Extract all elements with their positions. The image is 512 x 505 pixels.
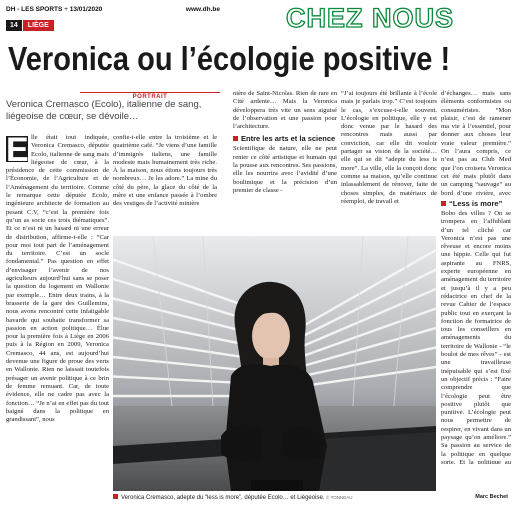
subhead-text: Entre les arts et la science xyxy=(241,134,336,144)
subhead-arts-science xyxy=(233,134,337,143)
section-bar xyxy=(6,20,220,31)
brand-label: DH - LES SPORTS xyxy=(6,6,63,13)
plus-sign: + xyxy=(64,6,68,13)
body-text-3b: Scientifique de nature, elle ne peut renier ce côté artistique et humain qui la pousse aux rencontres. Ses passions, elle les nourrira avec l’avidité d’une boulimique et la précision d’un premier de classe - xyxy=(233,145,337,194)
article-headline: Veronica ou l’écologie positive ! xyxy=(8,40,451,77)
body-text-3: nière de Saint-Nicolas. Rien de rare en Cité ardente… Mais la Veronica développera très vite un sens aiguisé de l’observation et une passion pour l’architecture. xyxy=(233,90,337,131)
body-column-6 xyxy=(441,196,511,464)
body-column-5 xyxy=(441,90,511,198)
site-url: www.dh.be xyxy=(185,6,220,13)
photo-caption xyxy=(113,491,436,504)
portrait-label: PORTRAIT xyxy=(80,92,220,101)
caption-text: Veronica Cremasco, adepte du “less is more”, députée Ecolo… et Liégeoise. xyxy=(121,495,325,501)
caption-credit: © TONNEAU xyxy=(326,495,353,500)
body-text-4: “J’ai toujours été brillante à l’école mais je parlais trop.” C’est toujours le cas, s’excuse-t-elle souvent. L’écologie en politique, elle y est donc venue par le hasard des rencontres mais aussi par conviction, car elle dit vouloir partager sa vision de la société… elle qui se dit “adepte du less is more”. La ville, elle la conçoit donc comme sa maison, qu’elle continue inlassablement de rénover, faite de choses simples, de matériaux de réemploi, de travail et xyxy=(341,90,437,205)
article-intro: Veronica Cremasco (Ecolo), italienne de sang, liégeoise de cœur, se dévoile… xyxy=(6,99,202,122)
body-text-5: d’échanges… mais sans éléments conformistes ou consuméristes. “Mon plaisir, c’est de ramener ma vie à l’essentiel, pour donner aux choses leur vraie valeur première.” On l’aura compris, ce n’est pas au Club Med que l’on croisera Veronica cet été mais plutôt dans un camping “sauvage” au bord d’une rivière, avec xyxy=(441,90,511,197)
author-credit: Marc Bechet xyxy=(475,494,508,500)
article-photo xyxy=(113,236,436,491)
square-bullet-icon xyxy=(113,494,118,499)
page-number: 14 xyxy=(6,20,22,31)
subhead-less-is-more xyxy=(441,199,511,208)
subhead-text: “Less is more” xyxy=(449,199,503,208)
body-text-6: Bobo des villes ? On se trompera en l’affublant d’un tel cliché car Veronica n’est pas une rêveuse et encore moins une hippie. Celle qui fut aspirante au FNRS, experte européenne en aménagement du territoire et jusqu’à il y a peu rédactrice en chef de la revue Cahier de l’espace public tout en exerçant la fonction de formatrice de tous les conseillers en aménagements du territoire de Wallonie - “le boulot de mes rêves” - est une travailleuse inépuisable qui s’est fixé un objectif précis : “Faire comprendre que l’écologie peut être positive plutôt que punitive. L’écologie peut nous permettre de respirer, en vivant dans un paysage qu’on améliore.” Sa passion au service de la politique en quelque sorte. Et la politique au xyxy=(441,210,511,464)
body-text-1: lle était tout indiquée, Veronica Cremasco, députée Ecolo, italienne de sang mais liégeoise de cœur, à la présidence de cette commission de l’Économie, de l’Agriculture et de l’Aménagement du territoire. Comme le remarque cette députée Ecolo, ingénieure architecte de formation au pesant C.V, “c’est la première fois qu’un as socie ces trois thématiques”. Et ce n’est ni un hasard ni une erreur de distribution, affirme-t-elle : “Car pour moi tout part de l’aménagement du territoire. C’est un socle fondamental.” Pas question en effet d’envisager l’avenir de nos agriculteurs aujourd’hui sans se poser la question du logement en Wallonie par exemple… Entre deux trains, à la brasserie de la gare des Guillemins, nous avons rencontré cette infatigable bavarde qui souhaite transformer sa passion en action politique… Élue pour la première fois à Liège en 2006 puis à la Région en 2009, Veronica Cremasco, 44 ans, est aujourd’hui devenue une figure de proue des verts en Wallonie. Rien ne laissait toutefois présager un avenir politique à ce brin de femme remuant. Car, de toute évidence, elle ne cadre pas avec la fonction… “Je n’ai en effet pas du tout baigné dans la politique en grandissant”, nous xyxy=(6,134,109,424)
body-column-2 xyxy=(113,134,217,232)
issue-date: 13/01/2020 xyxy=(69,6,103,13)
drop-cap: E xyxy=(6,134,29,169)
page-header xyxy=(6,4,220,16)
kicker-banner xyxy=(228,3,512,33)
body-column-1 xyxy=(6,134,109,504)
section-label: LIÈGE xyxy=(23,20,54,31)
body-column-4 xyxy=(341,90,437,242)
square-bullet-icon xyxy=(441,201,446,206)
photo-illustration xyxy=(113,236,436,491)
square-bullet-icon xyxy=(233,136,238,141)
kicker-title: CHEZ NOUS xyxy=(285,3,454,33)
body-text-2: confie-t-elle entre la troisième et le quatrième café. “Je viens d’une famille d’immigrés italiens, une famille modeste mais humainement très riche. À la maison, nous étions toujours très nombreux… Je les adore.” La mine du côté du père, la glace du côté de la mère et une enfance passée à l’ombre des vestiges de l’activité minière xyxy=(113,134,217,208)
body-column-3 xyxy=(233,90,337,242)
